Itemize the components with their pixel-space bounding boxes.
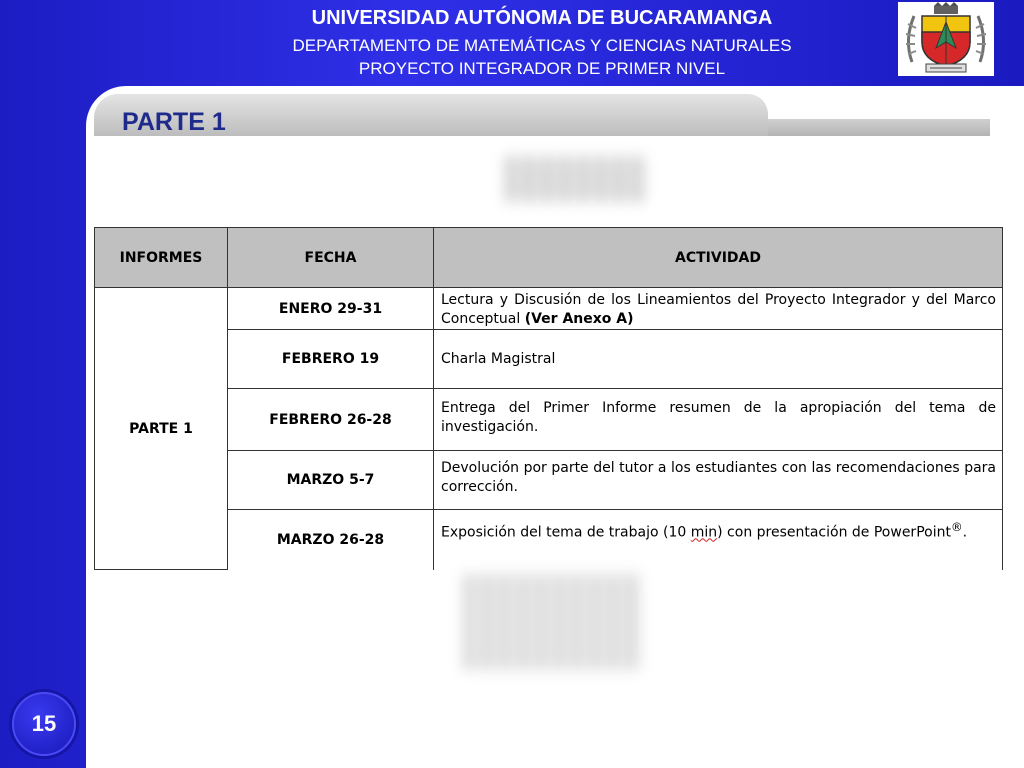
actividad-text: ) con presentación de PowerPoint xyxy=(717,524,951,541)
fecha-cell: MARZO 26-28 xyxy=(228,510,434,570)
department-name: DEPARTAMENTO DE MATEMÁTICAS Y CIENCIAS NATURALES xyxy=(292,36,792,55)
table-row xyxy=(95,288,1003,330)
page-number-badge xyxy=(12,692,76,756)
actividad-text: . xyxy=(962,524,968,541)
spellcheck-word: min xyxy=(690,524,718,541)
table-row xyxy=(95,330,1003,389)
annex-reference: (Ver Anexo A) xyxy=(524,311,634,327)
schedule-table xyxy=(94,227,1003,570)
column-header-fecha: FECHA xyxy=(228,228,434,288)
page-number: 15 xyxy=(31,711,57,736)
project-name: PROYECTO INTEGRADOR DE PRIMER NIVEL xyxy=(358,59,726,78)
actividad-cell: Entrega del Primer Informe resumen de la apropiación del tema de investigación. xyxy=(434,389,1003,451)
actividad-text: Lectura y Discusión de los Lineamientos del Proyecto Integrador y del Marco Conceptual xyxy=(441,292,996,327)
university-name: UNIVERSIDAD AUTÓNOMA DE BUCARAMANGA xyxy=(311,7,773,29)
content-panel xyxy=(86,86,1024,768)
actividad-cell xyxy=(434,288,1003,330)
table-header-row xyxy=(95,228,1003,288)
table-row xyxy=(95,389,1003,451)
column-header-informes: INFORMES xyxy=(95,228,228,288)
fecha-cell: MARZO 5-7 xyxy=(228,451,434,510)
column-header-actividad: ACTIVIDAD xyxy=(434,228,1003,288)
university-crest-icon xyxy=(898,2,994,76)
fecha-cell: FEBRERO 19 xyxy=(228,330,434,389)
actividad-text: Exposición del tema de trabajo (10 xyxy=(441,524,691,541)
registered-mark: ® xyxy=(950,520,963,534)
title-tab xyxy=(94,94,768,136)
fecha-cell: ENERO 29-31 xyxy=(228,288,434,330)
slide-header xyxy=(0,0,1024,88)
faded-background-mark xyxy=(464,574,644,670)
faded-background-mark xyxy=(506,156,646,202)
fecha-cell: FEBRERO 26-28 xyxy=(228,389,434,451)
actividad-cell: Charla Magistral xyxy=(434,330,1003,389)
actividad-cell xyxy=(434,510,1003,570)
section-title: PARTE 1 xyxy=(122,108,226,136)
table-row xyxy=(95,510,1003,570)
table-row xyxy=(95,451,1003,510)
actividad-cell: Devolución por parte del tutor a los estudiantes con las recomendaciones para corrección. xyxy=(434,451,1003,510)
informe-cell: PARTE 1 xyxy=(95,288,228,570)
